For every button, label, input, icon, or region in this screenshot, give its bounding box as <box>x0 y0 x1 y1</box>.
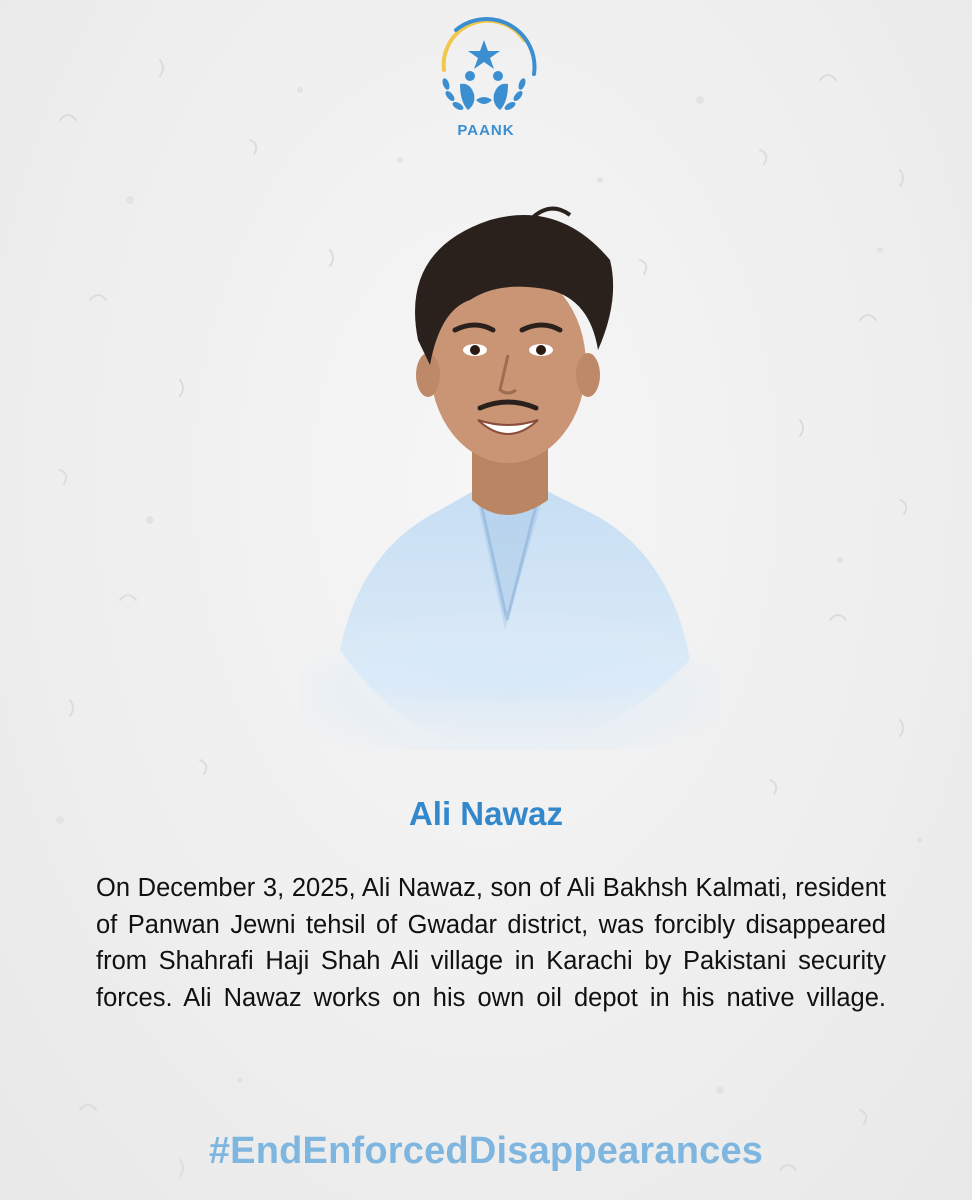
person-name: Ali Nawaz <box>408 795 564 832</box>
hashtag-text: #EndEnforcedDisappearances <box>208 1130 764 1172</box>
portrait-photo <box>300 190 720 750</box>
logo-text: PAANK <box>457 122 515 139</box>
description-text: On December 3, 2025, Ali Nawaz, son of Ali Bakhsh Kalmati, resident of Panwan Jewni tehsil of Gwadar district, was forcibly disappeared from Shahrafi Haji Shah Ali village in Karachi by Pakistani security forces. Ali Nawaz works on his own oil depot in his native village. <box>96 874 886 1012</box>
star-people-wreath-icon <box>426 14 546 124</box>
paank-logo <box>426 14 546 144</box>
